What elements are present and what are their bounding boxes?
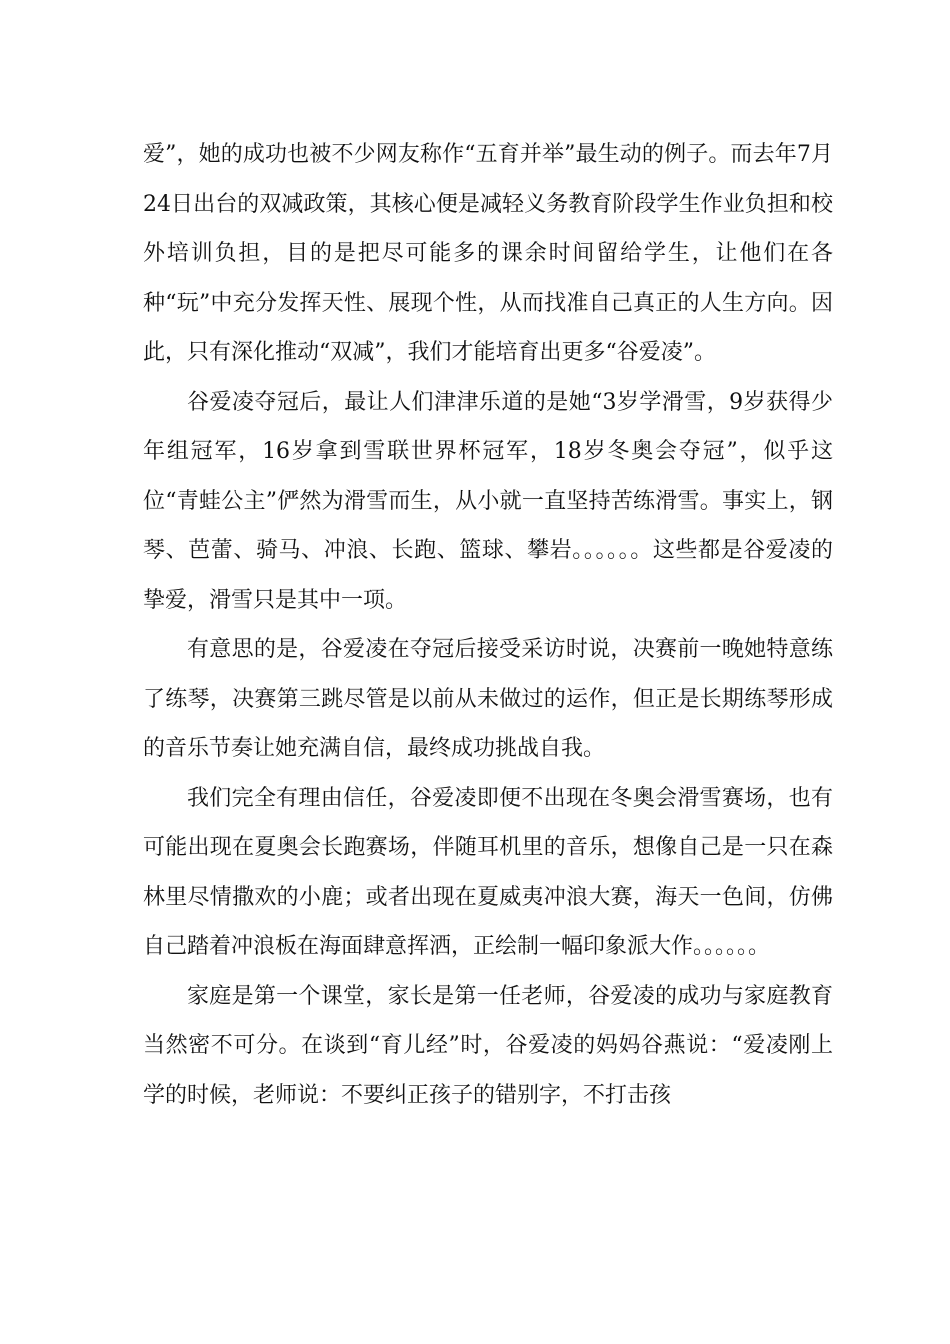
paragraph-2: 谷爱凌夺冠后，最让人们津津乐道的是她“3岁学滑雪，9岁获得少年组冠军，16岁拿到雪联世界杯冠军，18岁冬奥会夺冠”，似乎这位“青蛙公主”俨然为滑雪而生，从小就一直坚持苦练滑雪。事实上，钢琴、芭蕾、骑马、冲浪、长跑、篮球、攀岩。。。。。。这些都是谷爱凌的挚爱，滑雪只是其中一项。 bbox=[143, 389, 833, 613]
paragraph-4: 我们完全有理由信任，谷爱凌即便不出现在冬奥会滑雪赛场，也有可能出现在夏奥会长跑赛场，伴随耳机里的音乐，想像自己是一只在森林里尽情撒欢的小鹿；或者出现在夏威夷冲浪大赛，海天一色间，仿佛自己踏着冲浪板在海面肆意挥洒，正绘制一幅印象派大作。。。。。。 bbox=[143, 785, 833, 959]
paragraph-5: 家庭是第一个课堂，家长是第一任老师，谷爱凌的成功与家庭教育当然密不可分。在谈到“育儿经”时，谷爱凌的妈妈谷燕说：“爱凌刚上学的时候，老师说：不要纠正孩子的错别字，不打击孩 bbox=[143, 983, 833, 1108]
body-text bbox=[143, 130, 833, 1120]
paragraph-3: 有意思的是，谷爱凌在夺冠后接受采访时说，决赛前一晚她特意练了练琴，决赛第三跳尽管是以前从未做过的运作，但正是长期练琴形成的音乐节奏让她充满自信，最终成功挑战自我。 bbox=[143, 637, 833, 761]
paragraph-1: 爱”，她的成功也被不少网友称作“五育并举”最生动的例子。而去年7月24日出台的双减政策，其核心便是减轻义务教育阶段学生作业负担和校外培训负担，目的是把尽可能多的课余时间留给学生，让他们在各种“玩”中充分发挥天性、展现个性，从而找准自己真正的人生方向。因此，只有深化推动“双减”，我们才能培育出更多“谷爱凌”。 bbox=[143, 142, 833, 365]
